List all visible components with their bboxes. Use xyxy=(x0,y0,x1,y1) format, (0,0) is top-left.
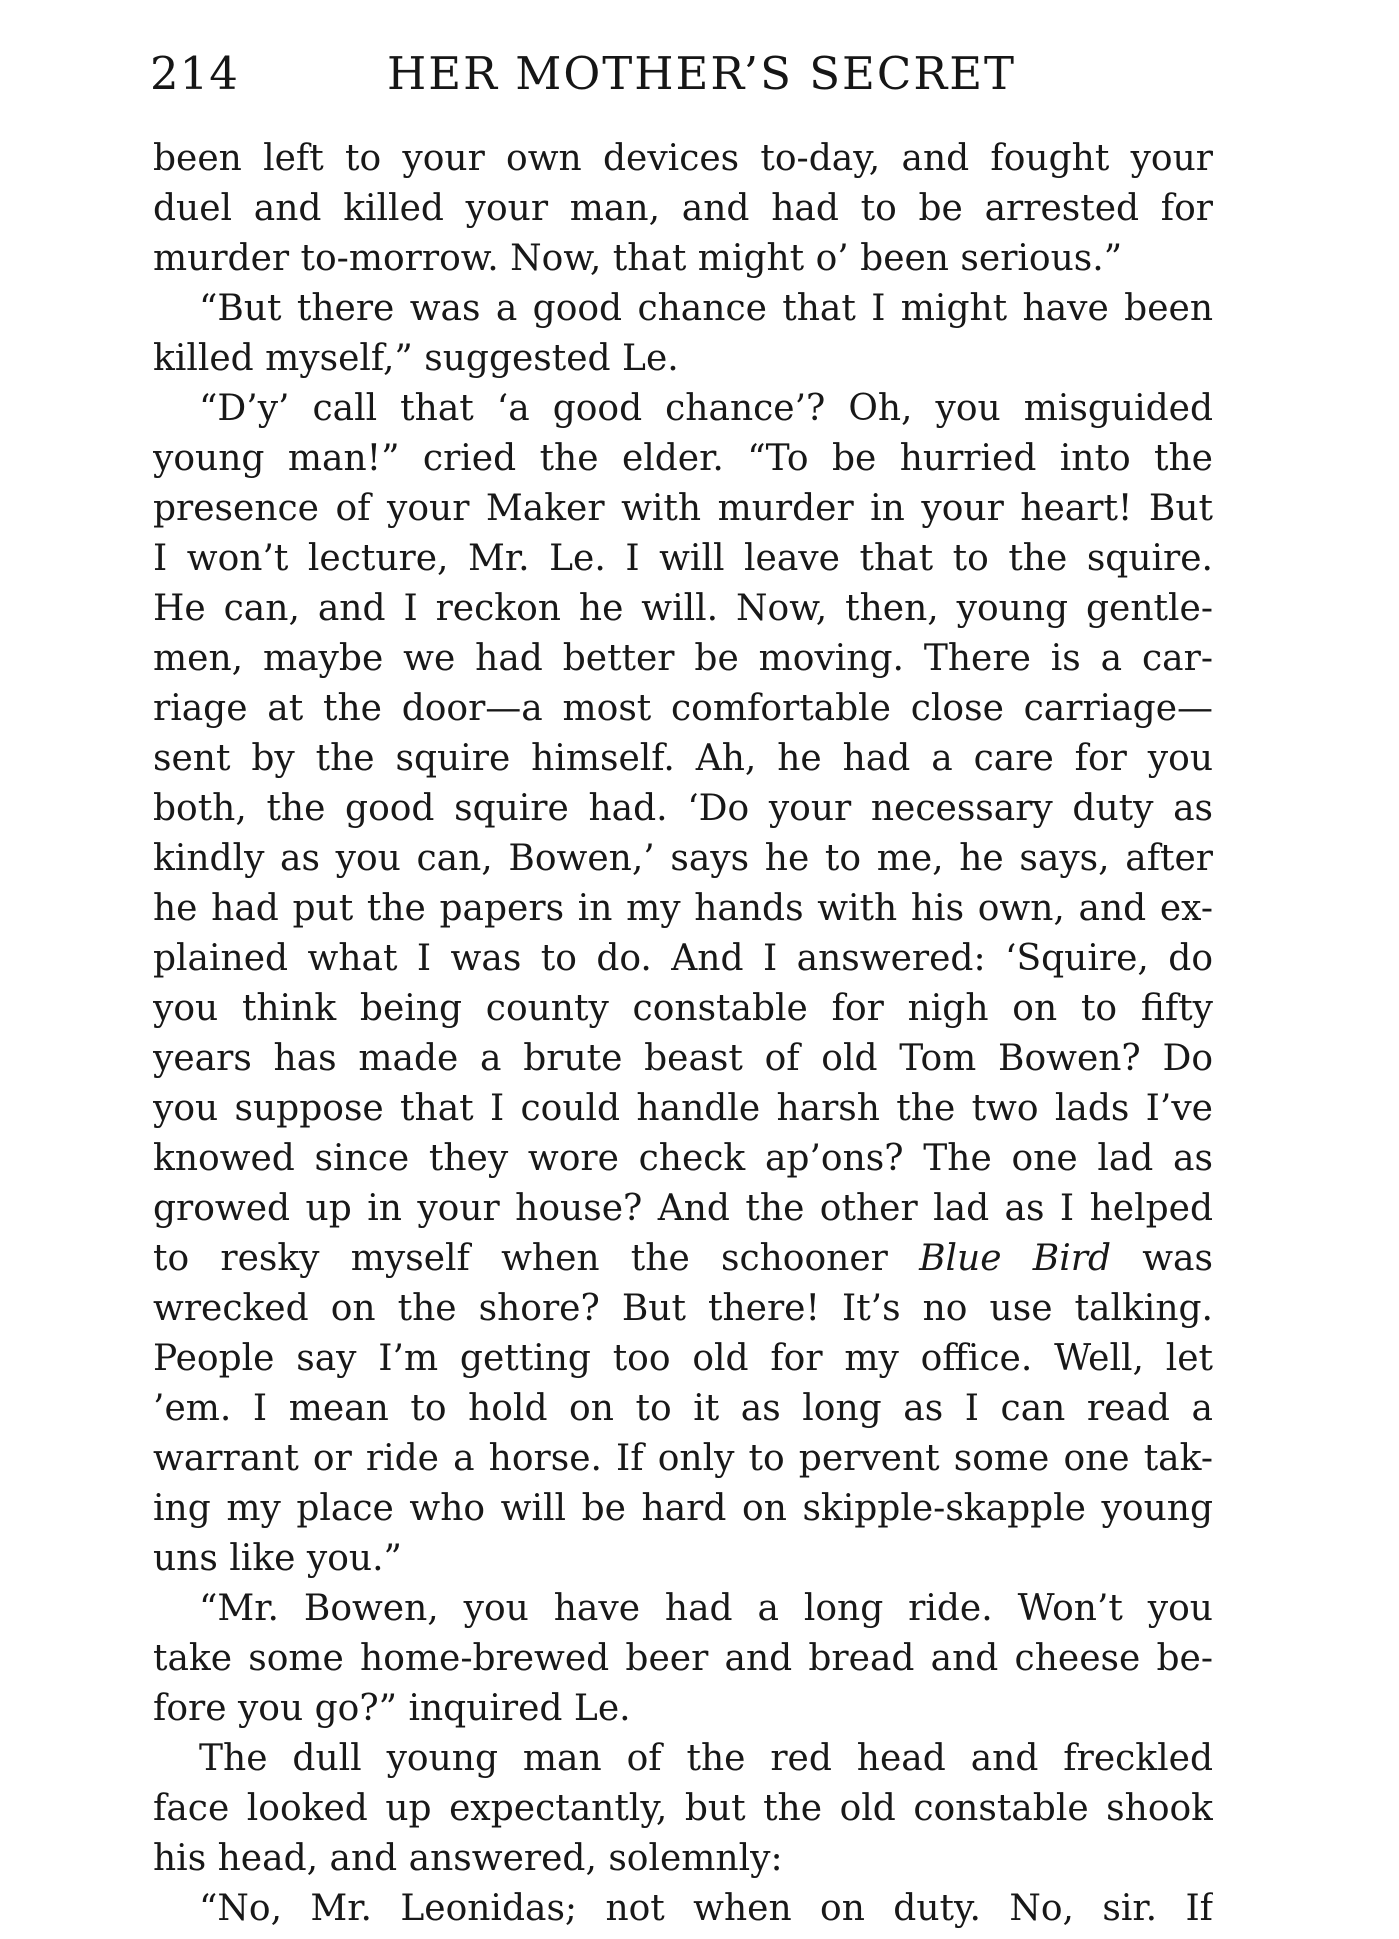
text-line: killed myself,” suggested Le. xyxy=(153,338,679,379)
text-line: I won’t lecture, Mr. Le. I will leave that to the squire. xyxy=(153,538,1213,579)
text-line: he had put the papers in my hands with his own, and ex- xyxy=(153,888,1213,929)
body-text xyxy=(153,134,1213,1934)
text-line: The dull young man of the red head and freckled xyxy=(199,1738,1213,1779)
text-line: been left to your own devices to-day, and fought your xyxy=(153,138,1213,179)
text-line: both, the good squire had. ‘Do your necessary duty as xyxy=(153,788,1213,829)
text-line: plained what I was to do. And I answered: ‘Squire, do xyxy=(153,938,1213,979)
running-title: HER MOTHER’S SECRET xyxy=(387,47,1017,100)
text-line: “D’y’ call that ‘a good chance’? Oh, you misguided xyxy=(199,388,1213,429)
text-line: uns like you.” xyxy=(153,1538,402,1579)
text-line: his head, and answered, solemnly: xyxy=(153,1838,783,1879)
text-line-with-italic xyxy=(153,1234,1213,1284)
text-line: “Mr. Bowen, you have had a long ride. Won’t you xyxy=(199,1588,1213,1629)
text-line: ’em. I mean to hold on to it as long as I can read a xyxy=(153,1388,1213,1429)
ship-name: Blue Bird xyxy=(919,1238,1111,1279)
text-segment: was xyxy=(1142,1238,1213,1279)
text-line: duel and killed your man, and had to be arrested for xyxy=(153,188,1213,229)
page-number: 214 xyxy=(150,47,239,100)
text-line: knowed since they wore check ap’ons? The one lad as xyxy=(153,1138,1213,1179)
text-line: kindly as you can, Bowen,’ says he to me, he says, after xyxy=(153,838,1213,879)
text-line: warrant or ride a horse. If only to pervent some one tak- xyxy=(153,1438,1213,1479)
text-line: “But there was a good chance that I might have been xyxy=(199,288,1213,329)
text-line: sent by the squire himself. Ah, he had a care for you xyxy=(153,738,1213,779)
text-line: young man!” cried the elder. “To be hurried into the xyxy=(153,438,1213,479)
text-line: wrecked on the shore? But there! It’s no use talking. xyxy=(153,1288,1213,1329)
text-line: you suppose that I could handle harsh the two lads I’ve xyxy=(153,1088,1213,1129)
text-line: men, maybe we had better be moving. There is a car- xyxy=(153,638,1213,679)
text-line: He can, and I reckon he will. Now, then, young gentle- xyxy=(153,588,1213,629)
text-line: murder to-morrow. Now, that might o’ been serious.” xyxy=(153,238,1123,279)
text-line: years has made a brute beast of old Tom Bowen? Do xyxy=(153,1038,1213,1079)
text-line: “No, Mr. Leonidas; not when on duty. No, sir. If xyxy=(199,1888,1213,1929)
page-header xyxy=(150,44,1210,104)
text-segment: to resky myself when the schooner xyxy=(153,1238,888,1279)
text-line: fore you go?” inquired Le. xyxy=(153,1688,631,1729)
text-line: People say I’m getting too old for my office. Well, let xyxy=(153,1338,1213,1379)
text-line: face looked up expectantly, but the old constable shook xyxy=(153,1788,1213,1829)
text-line: you think being county constable for nigh on to fifty xyxy=(153,988,1213,1029)
text-line: growed up in your house? And the other lad as I helped xyxy=(153,1188,1213,1229)
text-line: riage at the door—a most comfortable close carriage— xyxy=(153,688,1213,729)
text-line: presence of your Maker with murder in your heart! But xyxy=(153,488,1213,529)
text-line: take some home-brewed beer and bread and cheese be- xyxy=(153,1638,1213,1679)
text-line: ing my place who will be hard on skipple-skapple young xyxy=(153,1488,1213,1529)
